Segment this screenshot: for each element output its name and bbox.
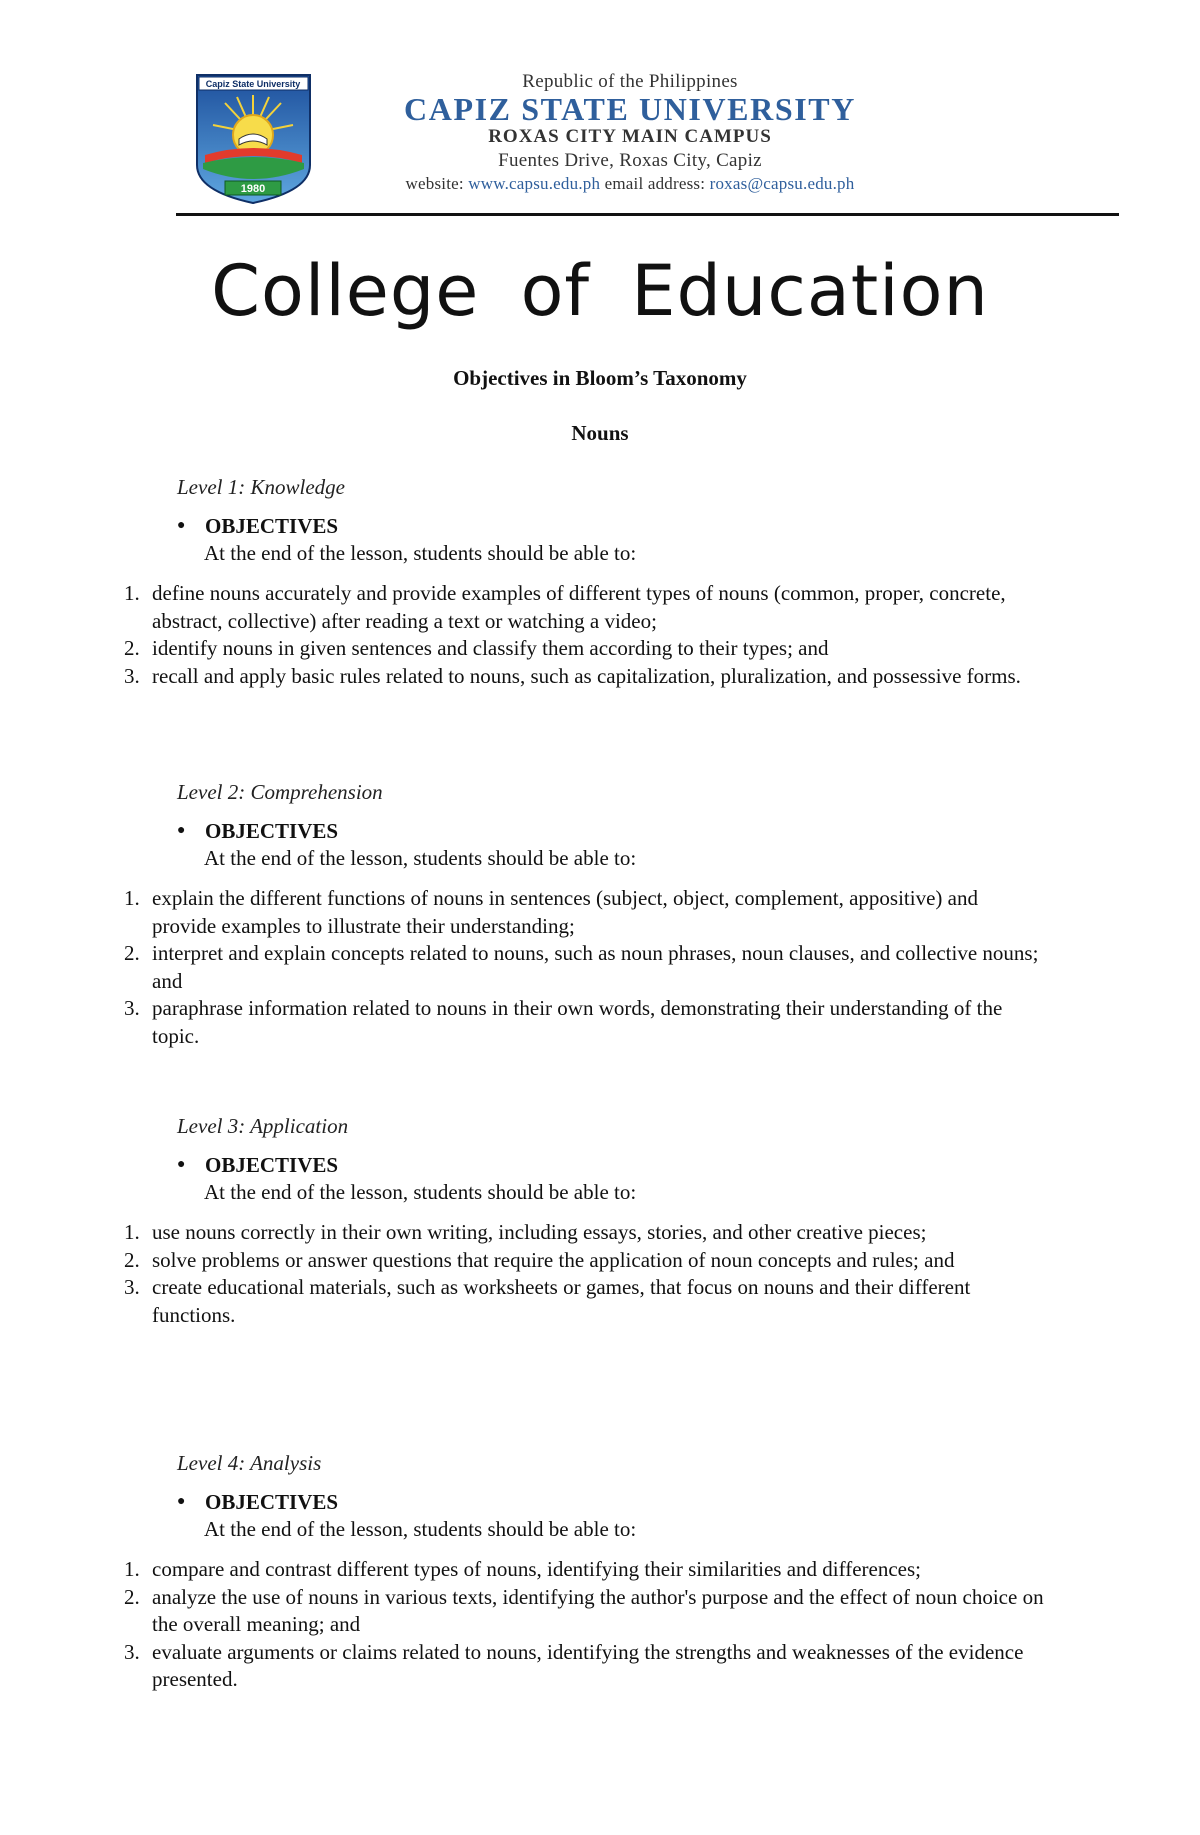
- topic-title: Nouns: [571, 421, 629, 445]
- bullet-icon: ●: [177, 1494, 186, 1510]
- contact-line: [330, 174, 930, 194]
- list-item: 2. identify nouns in given sentences and classify them according to their types; and: [124, 636, 829, 660]
- objectives-heading: ● OBJECTIVES: [177, 1490, 339, 1514]
- website-label: website:: [405, 174, 464, 193]
- bullet-icon: ●: [177, 518, 186, 534]
- level-1-heading: Level 1: Knowledge: [177, 475, 345, 499]
- list-item: 2. solve problems or answer questions that require the application of noun concepts and rules; and: [124, 1247, 955, 1272]
- list-item: 3. paraphrase information related to nouns in their own words, demonstrating their understanding of the topic.: [124, 996, 1003, 1048]
- objectives-intro: At the end of the lesson, students should be able to:: [204, 846, 637, 870]
- objectives-list: [124, 580, 1044, 690]
- email-label: email address:: [604, 174, 706, 193]
- website-link[interactable]: www.capsu.edu.ph: [468, 174, 601, 193]
- header-divider: [176, 213, 1119, 216]
- list-item: 2. interpret and explain concepts related to nouns, such as noun phrases, noun clauses, and collective nouns; and: [124, 941, 1039, 993]
- level-3-heading: Level 3: Application: [177, 1114, 349, 1138]
- email-link[interactable]: roxas@capsu.edu.ph: [709, 174, 855, 193]
- republic-line: Republic of the Philippines: [522, 71, 738, 92]
- level-4-heading: Level 4: Analysis: [177, 1451, 322, 1475]
- objectives-intro: At the end of the lesson, students should be able to:: [204, 541, 637, 565]
- objectives-heading: ● OBJECTIVES: [177, 514, 339, 538]
- logo-banner-text: Capiz State University: [205, 79, 301, 89]
- college-title: College of Education: [211, 250, 989, 332]
- objectives-intro: At the end of the lesson, students should be able to:: [204, 1517, 637, 1541]
- logo-year-text: 1980: [240, 183, 266, 195]
- list-item: 2. analyze the use of nouns in various texts, identifying the author's purpose and the effect of noun choice on the overall meaning; and: [124, 1584, 1044, 1636]
- list-item: 1. compare and contrast different types of nouns, identifying their similarities and differences;: [124, 1557, 921, 1581]
- list-item: 3. recall and apply basic rules related to nouns, such as capitalization, pluralization, and possessive forms.: [124, 663, 1021, 688]
- objectives-heading: ● OBJECTIVES: [177, 819, 339, 843]
- objectives-list: [124, 1219, 1044, 1329]
- list-item: 3. create educational materials, such as worksheets or games, that focus on nouns and their different functions.: [124, 1275, 971, 1327]
- objectives-list: [124, 885, 1044, 1050]
- list-item: 1. use nouns correctly in their own writing, including essays, stories, and other creative pieces;: [124, 1220, 927, 1244]
- campus-address: Fuentes Drive, Roxas City, Capiz: [498, 150, 762, 171]
- list-item: 1. define nouns accurately and provide examples of different types of nouns (common, proper, concrete, abstract, collective) after reading a text or watching a video;: [124, 581, 1006, 633]
- list-item: 1. explain the different functions of nouns in sentences (subject, object, complement, appositive) and provide examples to illustrate their understanding;: [124, 886, 978, 938]
- objectives-list: [124, 1556, 1044, 1694]
- campus-name: ROXAS CITY MAIN CAMPUS: [488, 126, 772, 147]
- university-seal-logo: [195, 73, 312, 205]
- university-name: CAPIZ STATE UNIVERSITY: [404, 91, 856, 127]
- bullet-icon: ●: [177, 823, 186, 839]
- level-2-heading: Level 2: Comprehension: [177, 780, 383, 804]
- bullet-icon: ●: [177, 1157, 186, 1173]
- objectives-intro: At the end of the lesson, students should be able to:: [204, 1180, 637, 1204]
- document-subtitle: Objectives in Bloom’s Taxonomy: [453, 366, 747, 390]
- list-item: 3. evaluate arguments or claims related to nouns, identifying the strengths and weaknesses of the evidence presented.: [124, 1639, 1024, 1691]
- objectives-heading: ● OBJECTIVES: [177, 1153, 339, 1177]
